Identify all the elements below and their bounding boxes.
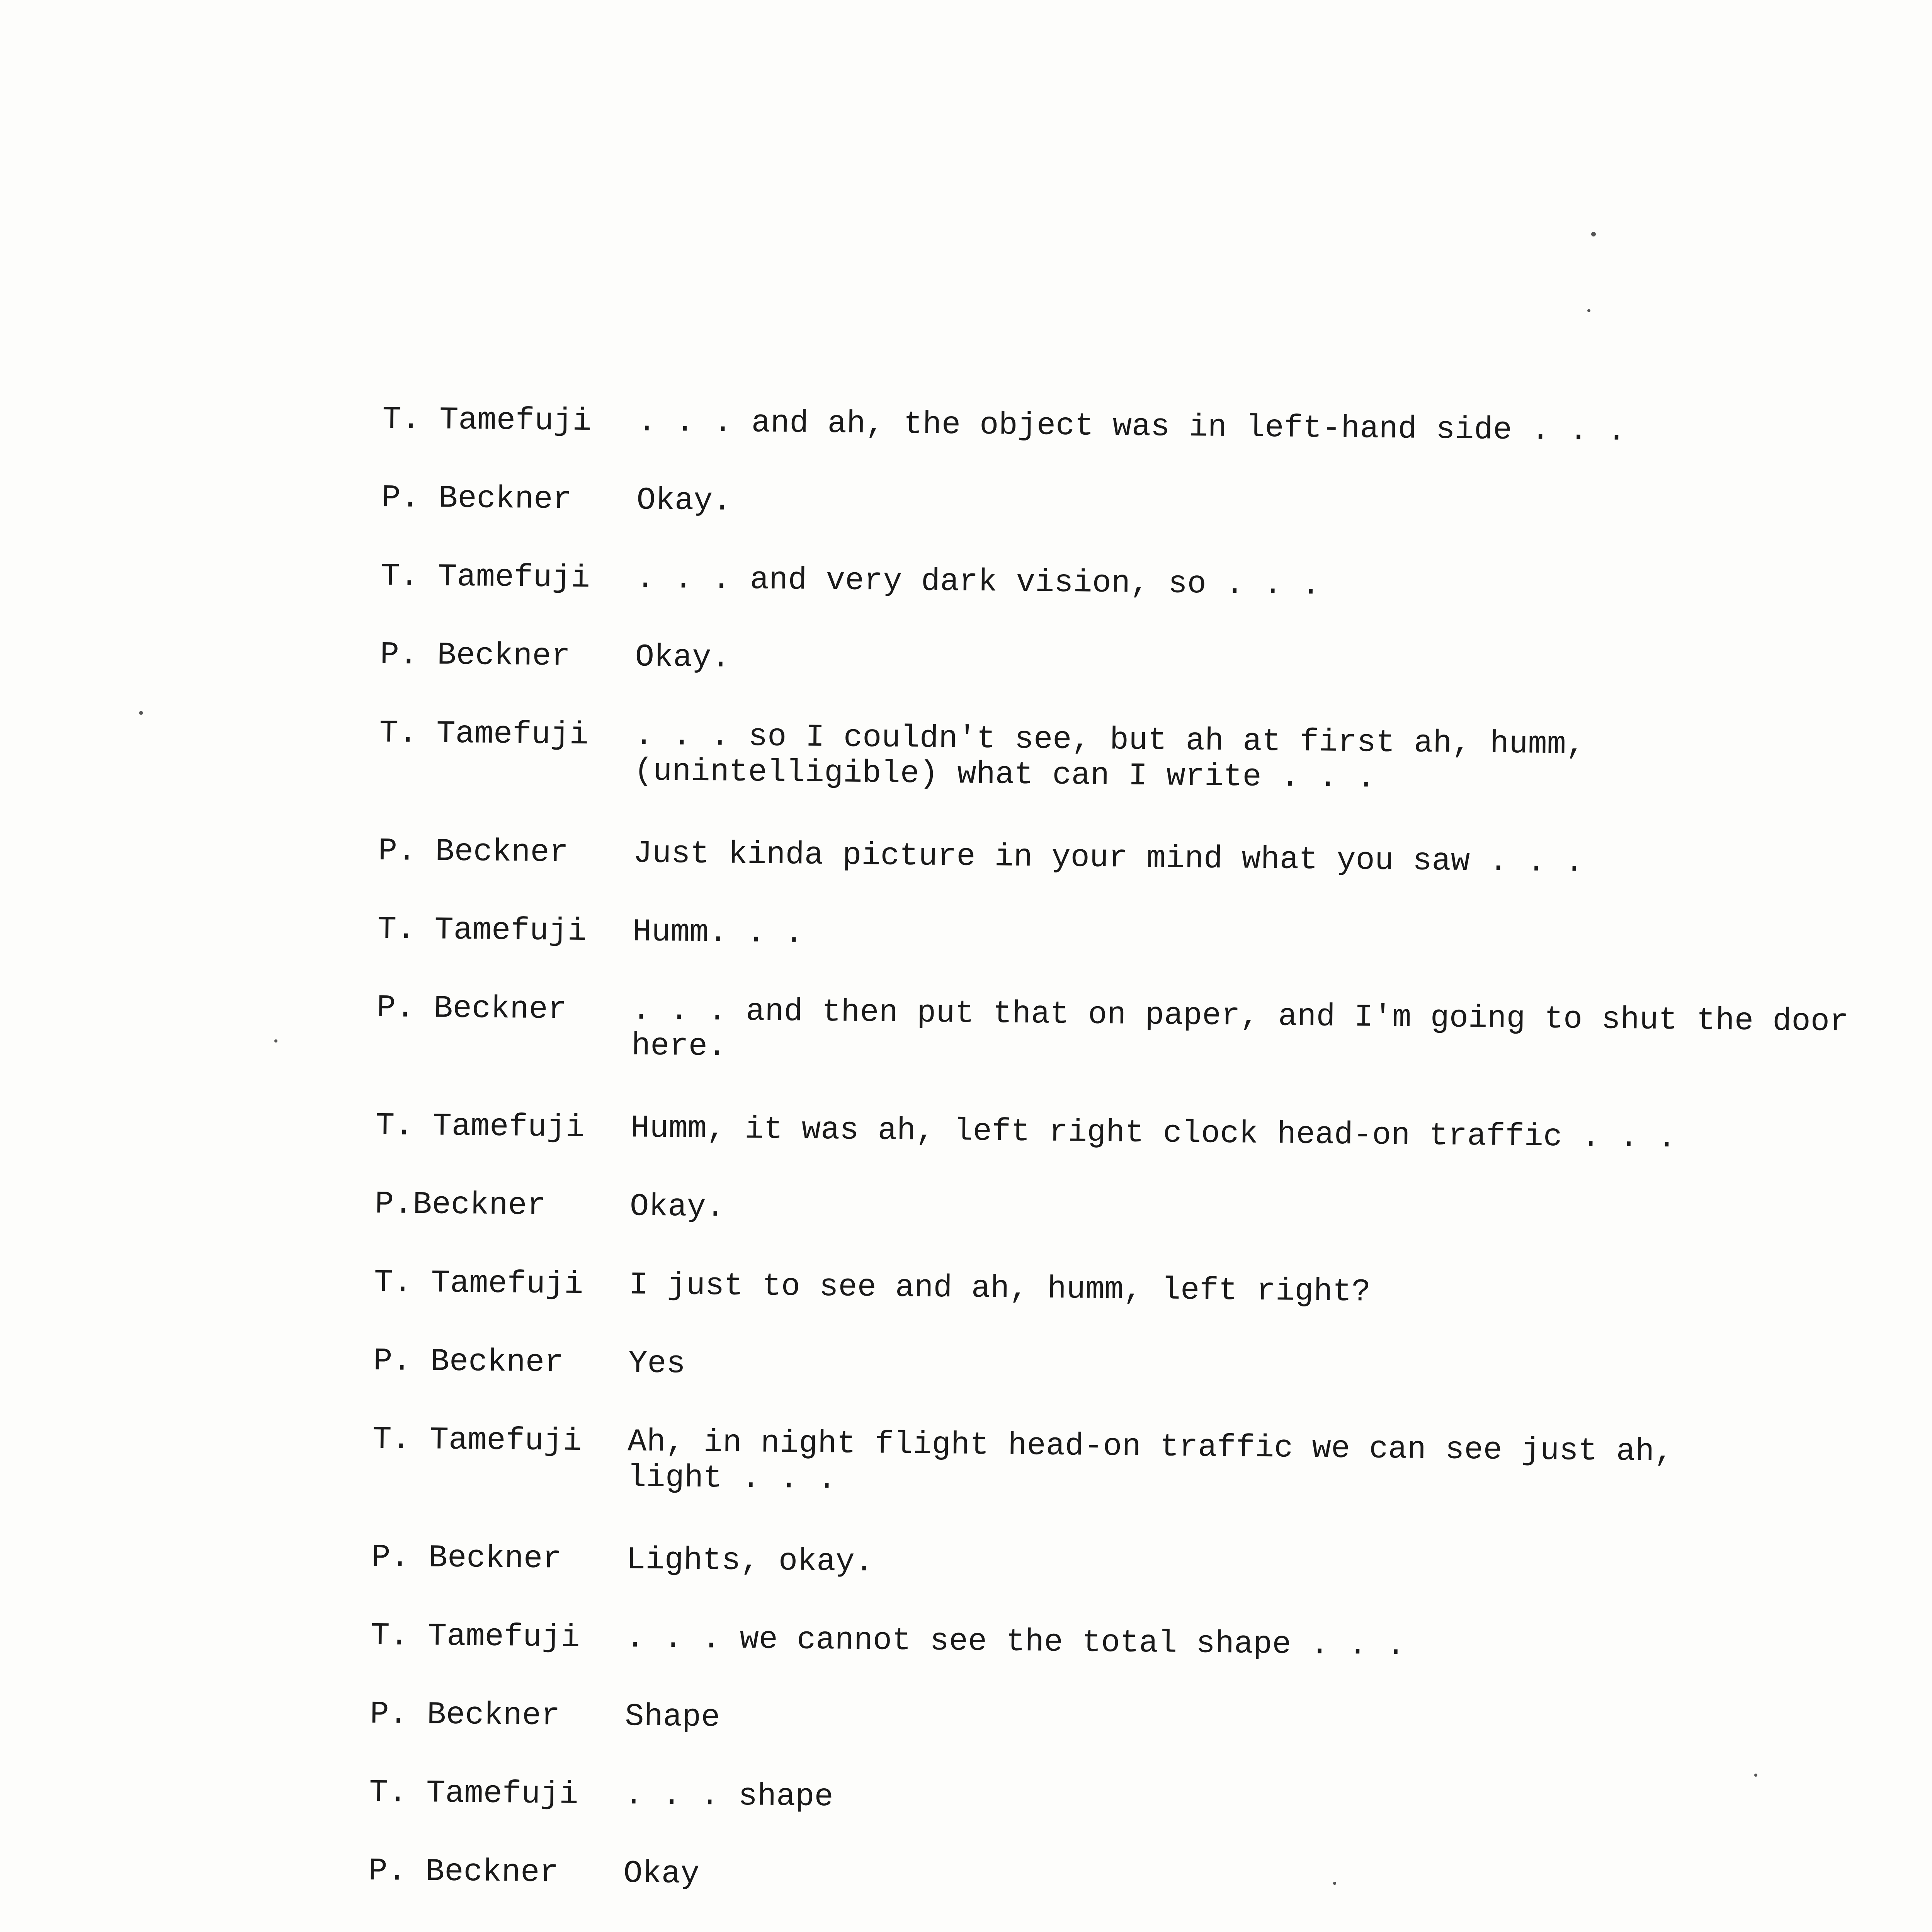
speaker-name: P. Beckner (380, 636, 571, 675)
transcript-row (382, 402, 1928, 495)
speaker-name: T. Tamefuji (372, 1421, 582, 1460)
transcript-row (380, 559, 1927, 652)
transcript-row (374, 1265, 1920, 1358)
transcript-row (372, 1422, 1918, 1554)
transcript-row (378, 716, 1925, 848)
speech-text: Okay (623, 1855, 700, 1893)
speech-text: Lights, okay. (626, 1542, 874, 1580)
scan-speck (1333, 1882, 1336, 1885)
speaker-name: T. Tamefuji (369, 1774, 579, 1813)
speech-text: . . . and very dark vision, so . . . (636, 561, 1321, 604)
speaker-name: P. Beckner (378, 833, 569, 871)
speaker-name: T. Tamefuji (379, 715, 589, 753)
transcript-row (374, 1187, 1921, 1280)
speaker-name: P. Beckner (376, 990, 567, 1028)
speaker-name: T. Tamefuji (382, 401, 592, 440)
speech-text: Okay. (636, 482, 732, 519)
speech-text: Ah, in night flight head-on traffic we can see just ah, light . . . (627, 1424, 1673, 1498)
speech-text: . . . and ah, the object was in left-hand side . . . (637, 404, 1626, 449)
transcript-row (369, 1697, 1916, 1790)
scan-speck (1754, 1774, 1757, 1777)
speech-text: Humm, it was ah, left right clock head-on traffic . . . (630, 1110, 1677, 1156)
speaker-name: P. Beckner (381, 480, 572, 518)
speaker-name: P. Beckner (373, 1343, 564, 1381)
speech-text: . . . and then put that on paper, and I'm going to shut the door here. (631, 992, 1849, 1065)
speaker-name: P. Beckner (371, 1539, 562, 1577)
transcript-row (370, 1618, 1917, 1711)
scan-speck (274, 1039, 277, 1043)
scan-speck (139, 711, 143, 715)
speaker-name: P.Beckner (374, 1186, 546, 1224)
scan-speck (1591, 232, 1596, 236)
transcript-row (377, 912, 1923, 1005)
transcript-row (375, 1108, 1922, 1201)
speaker-name: T. Tamefuji (381, 558, 590, 597)
speech-text: Humm. . . (632, 914, 804, 952)
transcript-row (373, 1344, 1919, 1437)
speech-text: . . . we cannot see the total shape . . . (625, 1620, 1406, 1664)
speaker-name: T. Tamefuji (377, 911, 587, 950)
transcript-row (379, 637, 1926, 730)
transcript-row (381, 480, 1927, 573)
transcript-row (371, 1540, 1917, 1633)
transcript-row (376, 990, 1922, 1123)
transcript-row (378, 833, 1924, 927)
speech-text: Okay. (635, 639, 731, 676)
speech-text: I just to see and ah, humm, left right? (629, 1267, 1371, 1310)
speaker-name: T. Tamefuji (375, 1107, 585, 1146)
speech-text: . . . shape (624, 1777, 834, 1815)
speech-text: . . . so I couldn't see, but ah at first ah, humm, (unintelligible) what can I write . . . (634, 718, 1585, 796)
speech-text: Yes (628, 1345, 686, 1382)
transcript (362, 402, 1928, 1932)
speaker-name: P. Beckner (369, 1696, 560, 1734)
speaker-name: T. Tamefuji (370, 1617, 580, 1656)
transcript-row (369, 1775, 1915, 1868)
speech-text: Okay. (629, 1189, 725, 1226)
scan-speck (1587, 309, 1590, 312)
speech-text: Just kinda picture in your mind what you saw . . . (633, 835, 1584, 881)
speech-text: Shape (624, 1699, 720, 1736)
speaker-name: P. Beckner (368, 1853, 559, 1891)
speaker-name: T. Tamefuji (374, 1264, 583, 1303)
